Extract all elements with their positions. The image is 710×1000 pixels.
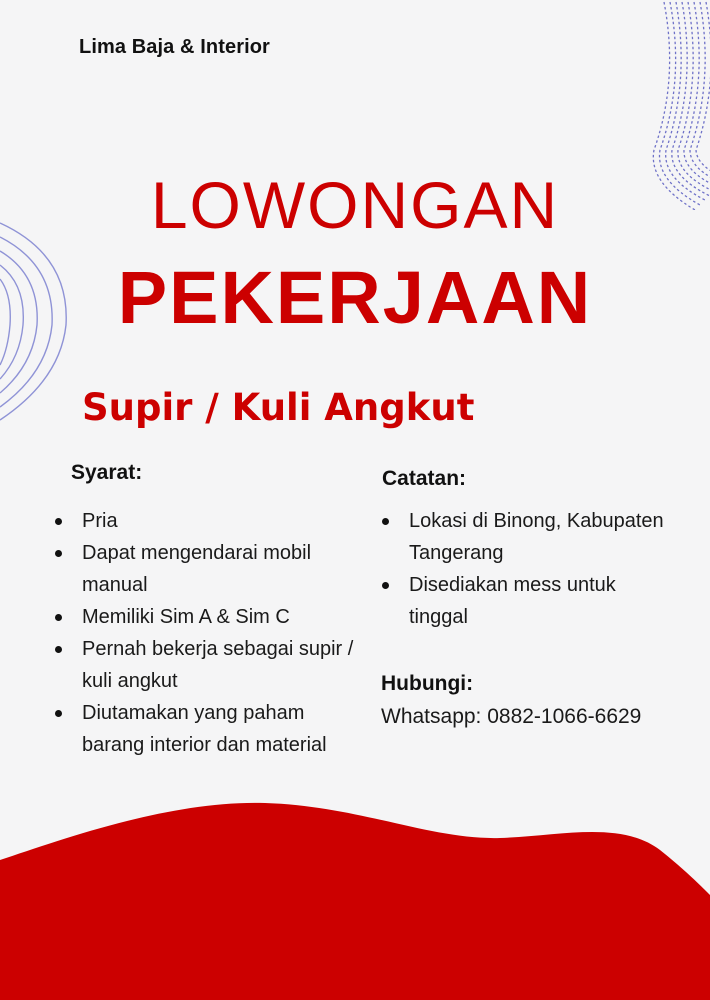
bullet-icon	[55, 550, 62, 557]
title-pekerjaan: PEKERJAAN	[117, 256, 593, 339]
bullet-icon	[55, 614, 62, 621]
list-item: Diutamakan yang paham barang interior dan material	[55, 697, 355, 761]
list-item: Lokasi di Binong, Kabupaten Tangerang	[382, 505, 672, 569]
requirements-heading: Syarat:	[71, 461, 143, 484]
list-item: Dapat mengendarai mobil manual	[55, 537, 355, 601]
contact-heading: Hubungi:	[381, 672, 474, 695]
bullet-icon	[55, 646, 62, 653]
notes-heading: Catatan:	[382, 467, 467, 490]
bullet-icon	[55, 710, 62, 717]
list-item: Disediakan mess untuk tinggal	[382, 569, 672, 633]
job-position: Supir / Kuli Angkut	[82, 386, 475, 429]
bullet-icon	[382, 518, 389, 525]
list-item: Pernah bekerja sebagai supir / kuli angkut	[55, 633, 355, 697]
title-lowongan: LOWONGAN	[150, 168, 560, 242]
bullet-icon	[382, 582, 389, 589]
bullet-icon	[55, 518, 62, 525]
whatsapp-contact: Whatsapp: 0882-1066-6629	[381, 705, 642, 728]
requirements-list	[55, 505, 355, 761]
list-item: Pria	[55, 505, 355, 537]
company-name: Lima Baja & Interior	[79, 36, 270, 58]
notes-list	[382, 505, 672, 633]
red-wave-footer	[0, 800, 710, 1000]
list-item: Memiliki Sim A & Sim C	[55, 601, 355, 633]
